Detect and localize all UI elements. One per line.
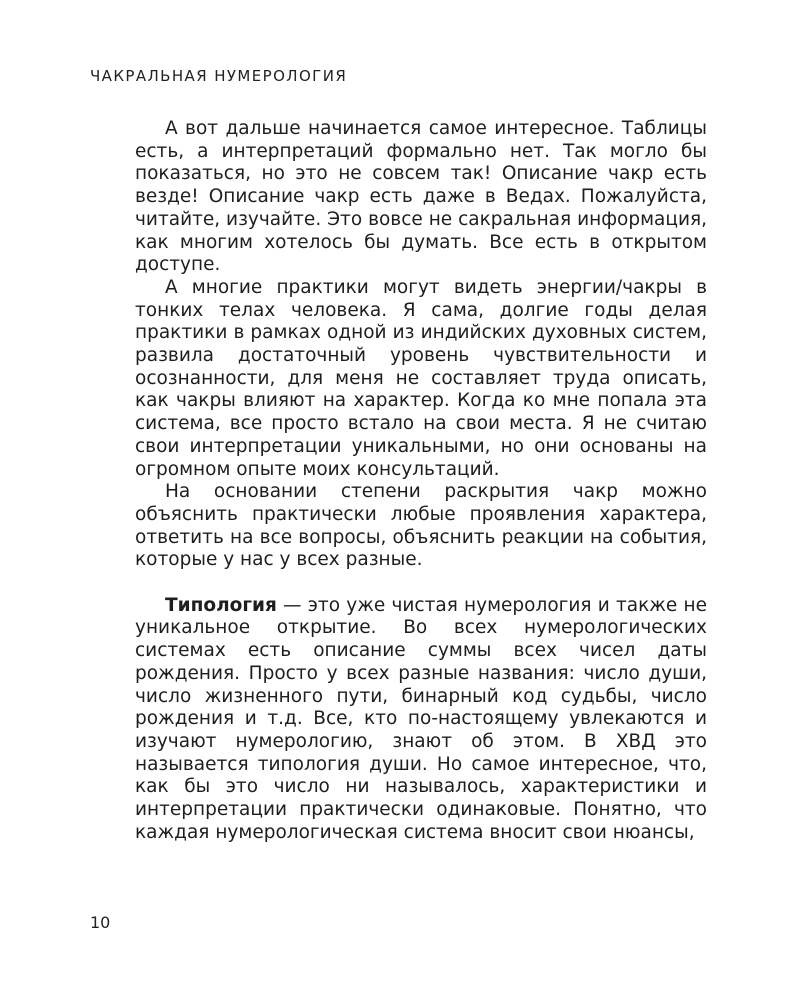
- paragraph-2: А многие практики могут видеть энергии/чакры в тонких телах человека. Я сама, долгие годы делая практики в рамках одной из индийских духовных систем, развила достаточный уровень чувствительности и осознанности, для меня не составляет труда описать, как чакры влияют на характер. Когда ко мне попала эта система, все просто встало на свои места. Я не считаю свои интерпретации уникальными, но они основаны на огромном опыте моих консультаций.: [135, 276, 707, 480]
- typology-text: — это уже чистая нумерология и также не уникальное открытие. Во всех нумерологических системах есть описание суммы всех чисел даты рождения. Просто у всех разные названия: число души, число жизненного пути, бинарный код судьбы, число рождения и т.д. Все, кто по-настоящему увлекаются и изучают нумерологию, знают об этом. В ХВД это называется типология души. Но самое интересное, что, как бы это число ни называлось, характеристики и интерпретации практически одинаковые. Понятно, что каждая нумерологическая система вносит свои нюансы,: [135, 594, 707, 843]
- page-body: [135, 118, 707, 844]
- page-number: 10: [90, 913, 111, 932]
- running-header: ЧАКРАЛЬНАЯ НУМЕРОЛОГИЯ: [90, 67, 348, 85]
- paragraph-1: А вот дальше начинается самое интересное. Таблицы есть, а интерпретаций формально нет. Так могло бы показаться, но это не совсем так! Описание чакр есть везде! Описание чакр есть даже в Ведах. Пожалуйста, читайте, изучайте. Это вовсе не сакральная информация, как многим хотелось бы думать. Все есть в открытом доступе.: [135, 118, 707, 276]
- typology-paragraph: [135, 595, 707, 845]
- paragraph-3: На основании степени раскрытия чакр можно объяснить практически любые проявления характера, ответить на все вопросы, объяснить реакции на события, которые у нас у всех разные.: [135, 481, 707, 571]
- typology-term: Типология: [165, 594, 277, 616]
